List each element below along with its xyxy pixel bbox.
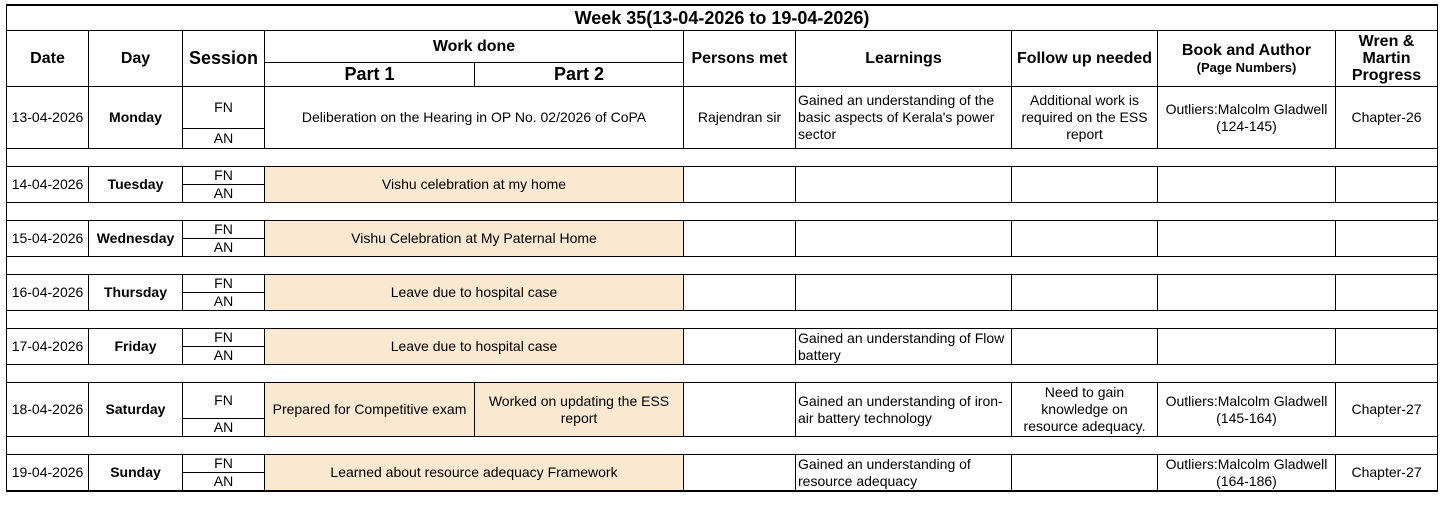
row-work: Learned about resource adequacy Framework [265,455,684,492]
row-follow-up [1012,167,1158,203]
row-date: 18-04-2026 [7,383,89,437]
header-book-author [1158,31,1336,87]
row-work-part1: Prepared for Competitive exam [265,383,475,437]
row-wren: Chapter-27 [1336,383,1438,437]
row-book [1158,329,1336,365]
header-book-author-label: Book and Author [1181,41,1312,59]
header-wren-martin: Wren & Martin Progress [1336,31,1438,87]
table-row [7,275,1438,293]
row-follow-up [1012,455,1158,492]
header-session: Session [183,31,265,87]
title-row [7,5,1438,31]
row-learnings [796,167,1012,203]
row-day: Thursday [89,275,183,311]
header-part1: Part 1 [265,63,475,87]
row-learnings [796,275,1012,311]
header-learnings: Learnings [796,31,1012,87]
row-follow-up: Additional work is required on the ESS report [1012,87,1158,149]
spacer-row [7,257,1438,275]
row-follow-up: Need to gain knowledge on resource adequacy. [1012,383,1158,437]
row-learnings: Gained an understanding of iron-air battery technology [796,383,1012,437]
session-an: AN [183,419,265,437]
diary-table [6,4,1438,492]
session-fn: FN [183,167,265,185]
row-book: Outliers:Malcolm Gladwell (164-186) [1158,455,1336,492]
session-fn: FN [183,329,265,347]
session-an: AN [183,185,265,203]
row-date: 16-04-2026 [7,275,89,311]
row-work: Vishu Celebration at My Paternal Home [265,221,684,257]
table-row [7,167,1438,185]
session-fn: FN [183,87,265,129]
session-fn: FN [183,221,265,239]
row-persons-met [684,329,796,365]
spacer-row [7,365,1438,383]
row-persons-met: Rajendran sir [684,87,796,149]
header-row [7,31,1438,63]
session-an: AN [183,347,265,365]
header-work-done: Work done [265,31,684,63]
row-date: 14-04-2026 [7,167,89,203]
row-book: Outliers:Malcolm Gladwell (145-164) [1158,383,1336,437]
spacer-row [7,437,1438,455]
header-follow-up: Follow up needed [1012,31,1158,87]
session-an: AN [183,239,265,257]
header-date: Date [7,31,89,87]
spacer-row [7,311,1438,329]
row-persons-met [684,275,796,311]
row-persons-met [684,221,796,257]
week-title: Week 35(13-04-2026 to 19-04-2026) [7,5,1438,31]
row-wren: Chapter-26 [1336,87,1438,149]
row-day: Friday [89,329,183,365]
session-fn: FN [183,275,265,293]
row-day: Wednesday [89,221,183,257]
row-day: Saturday [89,383,183,437]
spacer-row [7,203,1438,221]
row-persons-met [684,167,796,203]
table-row [7,329,1438,347]
table-row [7,87,1438,129]
row-follow-up [1012,329,1158,365]
row-follow-up [1012,275,1158,311]
header-part2: Part 2 [475,63,684,87]
row-work-part2: Worked on updating the ESS report [475,383,684,437]
row-learnings: Gained an understanding of the basic aspects of Kerala's power sector [796,87,1012,149]
spacer-row [7,149,1438,167]
row-book [1158,221,1336,257]
row-persons-met [684,455,796,492]
row-learnings: Gained an understanding of resource adequacy [796,455,1012,492]
row-day: Monday [89,87,183,149]
row-date: 17-04-2026 [7,329,89,365]
session-fn: FN [183,383,265,419]
weekly-diary [6,4,1438,492]
row-book [1158,167,1336,203]
session-an: AN [183,129,265,149]
table-row [7,455,1438,473]
row-persons-met [684,383,796,437]
row-wren: Chapter-27 [1336,455,1438,492]
table-row [7,221,1438,239]
header-day: Day [89,31,183,87]
row-work: Vishu celebration at my home [265,167,684,203]
row-follow-up [1012,221,1158,257]
row-wren [1336,221,1438,257]
row-learnings: Gained an understanding of Flow battery [796,329,1012,365]
row-day: Sunday [89,455,183,492]
row-wren [1336,275,1438,311]
row-learnings [796,221,1012,257]
row-wren [1336,167,1438,203]
session-an: AN [183,473,265,492]
row-work: Leave due to hospital case [265,329,684,365]
session-an: AN [183,293,265,311]
row-book: Outliers:Malcolm Gladwell (124-145) [1158,87,1336,149]
row-work: Leave due to hospital case [265,275,684,311]
header-persons-met: Persons met [684,31,796,87]
row-wren [1336,329,1438,365]
row-book [1158,275,1336,311]
row-work: Deliberation on the Hearing in OP No. 02/2026 of CoPA [265,87,684,149]
row-date: 13-04-2026 [7,87,89,149]
row-date: 15-04-2026 [7,221,89,257]
table-row [7,383,1438,419]
row-day: Tuesday [89,167,183,203]
row-date: 19-04-2026 [7,455,89,492]
header-page-numbers: (Page Numbers) [1196,59,1297,75]
session-fn: FN [183,455,265,473]
